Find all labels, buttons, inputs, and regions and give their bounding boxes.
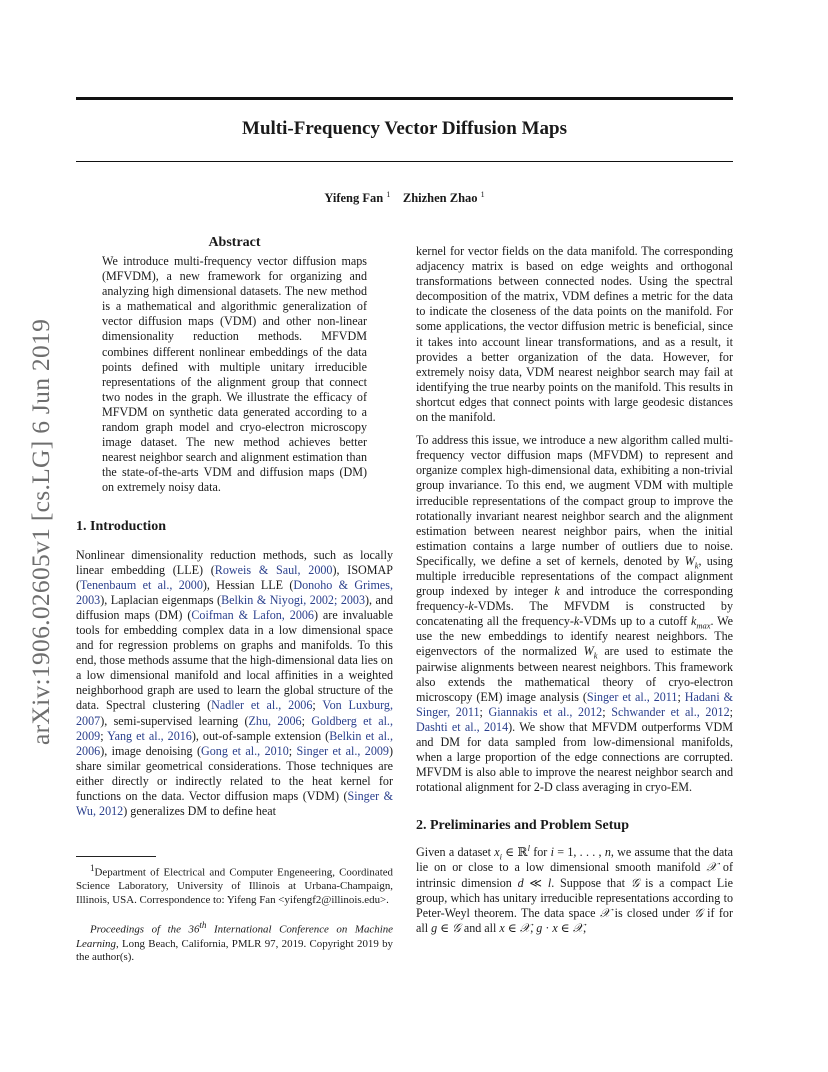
citation-link[interactable]: Roweis & Saul, 2000 bbox=[214, 562, 333, 577]
abstract-text: We introduce multi-frequency vector diffusion maps (MFVDM), a new framework for organizing and analyzing high dimensional datasets. The new method is a mathematical and algorithmic generalization of vector diffusion maps (VDM) and other non-linear dimensionality reduction methods. MFVDM combines different nonlinear embeddings of the data points defined with multiple unitary irreducible representations of the alignment group that connect two nodes in the graph. We illustrate the efficacy of MFVDM on synthetic data generated according to a random graph model and cryo-electron microscopy image dataset. The new method achieves better nearest neighbor search and alignment estimation than the state-of-the-arts VDM and diffusion maps (DM) on extremely noisy data. bbox=[102, 254, 367, 495]
math-symbol: 𝒳 bbox=[599, 905, 611, 920]
text-run: and introduce the corresponding frequency- bbox=[416, 584, 734, 614]
citation-link[interactable]: Yang et al., 2016 bbox=[107, 728, 192, 743]
text-run: ), Hessian LLE ( bbox=[202, 577, 294, 592]
text-run: Nonlinear dimensionality reduction methods, such as locally linear embedding (LLE) ( bbox=[76, 547, 393, 577]
text-run: ; bbox=[729, 704, 733, 719]
text-run: = 1, . . . , bbox=[553, 845, 605, 860]
text-run: -VDMs. The MFVDM is constructed by concatenating all the frequency- bbox=[416, 599, 733, 629]
text-run: . We use the new embeddings to identify nearest neighbors. The eigenvectors of the normalized bbox=[416, 614, 733, 659]
citation-link[interactable]: Singer et al., 2009 bbox=[296, 743, 389, 758]
text-run: ; bbox=[288, 743, 297, 758]
text-run: Given a dataset bbox=[416, 845, 495, 860]
author-name: Yifeng Fan bbox=[324, 191, 384, 206]
footnote bbox=[76, 862, 393, 965]
text-run: , bbox=[530, 920, 537, 935]
text-run: ∈ ℝ bbox=[502, 845, 528, 860]
right-column bbox=[416, 244, 733, 936]
math-symbol: 𝒢 bbox=[452, 920, 461, 935]
proceedings-edition-suffix: th bbox=[199, 920, 207, 931]
math-symbol: k bbox=[573, 614, 580, 629]
author-name: Zhizhen Zhao bbox=[402, 191, 478, 206]
text-run: ∈ bbox=[557, 920, 573, 935]
introduction-paragraph bbox=[76, 548, 393, 820]
affiliation-text: Department of Electrical and Computer Engeneering, Coordinated Science Laboratory, University of Illinois at Urbana-Champaign, Illinois, USA. Correspondence to: Yifeng Fan <yifengf2@illinois.edu>. bbox=[76, 866, 393, 906]
preliminaries-paragraph bbox=[416, 845, 733, 936]
citation-link[interactable]: Von Luxburg, 2007 bbox=[76, 698, 394, 728]
text-run: ). We show that MFVDM outperforms VDM and DM for data sampled from low-dimensional manifolds, when a large proportion of the edge connections are corrupted. MFVDM is also able to improve the nearest neighbor search and rotational alignment for 2-D class averaging in cryo-EM. bbox=[416, 719, 733, 795]
text-run: of intrinsic dimension bbox=[416, 860, 733, 890]
text-run: ; bbox=[301, 713, 312, 728]
text-run: ; bbox=[312, 698, 323, 713]
math-symbol: W bbox=[583, 644, 594, 659]
math-subscript: k bbox=[694, 560, 699, 571]
text-run: · bbox=[542, 920, 553, 935]
math-symbol: d bbox=[517, 875, 524, 890]
text-run: is closed under bbox=[610, 905, 695, 920]
math-symbol: 𝒳 bbox=[706, 860, 717, 875]
proceedings-note bbox=[76, 919, 393, 964]
text-run: ; bbox=[677, 689, 685, 704]
math-symbol: 𝒢 bbox=[694, 905, 703, 920]
citation-link[interactable]: Singer & Wu, 2012 bbox=[76, 789, 393, 819]
citation-link[interactable]: Tenenbaum et al., 2000 bbox=[80, 577, 203, 592]
conference-name: International Conference on Machine Learning bbox=[76, 924, 393, 950]
text-run: ), semi-supervised learning ( bbox=[100, 713, 249, 728]
author-list bbox=[76, 190, 733, 206]
footnote-rule bbox=[76, 856, 156, 857]
text-run: ) generalizes DM to define heat bbox=[123, 804, 277, 819]
abstract-heading: Abstract bbox=[208, 235, 261, 250]
text-run: are used to estimate the pairwise alignments between nearest neighbors. This framework also extends the mathematical theory of cryo-electron microscopy (EM) image analysis ( bbox=[416, 644, 733, 704]
math-symbol: 𝒳 bbox=[572, 920, 584, 935]
text-run: ≪ bbox=[523, 875, 548, 890]
math-symbol: x bbox=[552, 920, 558, 935]
text-run: ) share similar geometrical considerations. Those techniques are either directly or indirectly related to the heat kernel for functions on the data. Vector diffusion maps (VDM) ( bbox=[76, 743, 393, 803]
text-run: ) are invaluable tools for embedding complex data in a low dimensional space and for regression problems on graphs and manifolds. To this end, those methods assume that the high-dimensional data lies on a low dimensional manifold and local affinities in a weighted neighborhood graph are used to learn the global structure of the data. Spectral clustering ( bbox=[76, 607, 393, 713]
citation-link[interactable]: Giannakis et al., 2012 bbox=[488, 704, 603, 719]
text-run: . Suppose that bbox=[551, 875, 631, 890]
text-run: ; bbox=[100, 728, 108, 743]
citation-link[interactable]: Goldberg et al., 2009 bbox=[76, 713, 393, 743]
text-run: , bbox=[583, 920, 587, 935]
citation-link[interactable]: Gong et al., 2010 bbox=[201, 743, 289, 758]
citation-link[interactable]: Nadler et al., 2006 bbox=[211, 698, 313, 713]
text-run: ), Laplacian eigenmaps ( bbox=[100, 592, 222, 607]
math-symbol: 𝒢 bbox=[630, 875, 640, 890]
title-bottom-rule bbox=[76, 161, 733, 162]
text-run: ), and diffusion maps (DM) ( bbox=[76, 592, 393, 622]
text-run: ), image denoising ( bbox=[100, 743, 202, 758]
citation-link[interactable]: Dashti et al., 2014 bbox=[416, 719, 509, 734]
math-subscript: k bbox=[593, 650, 598, 661]
text-run: ; bbox=[602, 704, 612, 719]
paper-title: Multi-Frequency Vector Diffusion Maps bbox=[242, 118, 567, 139]
math-symbol: g bbox=[431, 920, 438, 935]
arxiv-identifier: arXiv:1906.02605v1 [cs.LG] 6 Jun 2019 bbox=[26, 318, 55, 745]
math-symbol: i bbox=[550, 845, 554, 860]
text-run: ), ISOMAP ( bbox=[76, 562, 393, 592]
text-run: for bbox=[529, 845, 551, 860]
citation-link[interactable]: Singer et al., 2011 bbox=[586, 689, 678, 704]
citation-link[interactable]: Belkin & Niyogi, 2002; 2003 bbox=[221, 592, 365, 607]
citation-link[interactable]: Coifman & Lafon, 2006 bbox=[191, 607, 314, 622]
text-run: To address this issue, we introduce a new algorithm called multi-frequency vector diffusion maps (MFVDM) to represent and organize complex high-dimensional data, exhibiting a non-trivial group invariance. To this end, we augment VDM with multiple irreducible representations of the compact group to improve the rotationally invariant nearest neighbor search and the alignment estimation between nearest neighbor pairs, when the initial estimation contains a large number of outliers due to noise. Specifically, we define a set of kernels, denoted by bbox=[416, 433, 733, 568]
text-run: , we assume that the data lie on or close to a low dimensional smooth manifold bbox=[416, 845, 733, 875]
math-symbol: k bbox=[690, 614, 697, 629]
math-symbol: l bbox=[547, 875, 552, 890]
citation-link[interactable]: Belkin et al., 2006 bbox=[76, 728, 393, 758]
proceedings-edition: 36 bbox=[188, 924, 200, 937]
citation-link[interactable]: Schwander et al., 2012 bbox=[611, 704, 730, 719]
math-symbol: x bbox=[494, 845, 500, 860]
math-subscript: max bbox=[696, 620, 711, 631]
citation-link[interactable]: Zhu, 2006 bbox=[248, 713, 302, 728]
author-affiliation-mark: 1 bbox=[480, 190, 485, 199]
introduction-heading: 1. Introduction bbox=[76, 518, 166, 534]
footnote-mark: 1 bbox=[90, 863, 95, 873]
text-run: ∈ bbox=[437, 920, 453, 935]
text-run: ∈ bbox=[504, 920, 520, 935]
math-symbol: W bbox=[684, 553, 695, 568]
math-subscript: i bbox=[499, 851, 503, 862]
text-run: , using multiple irreducible representations of the compact alignment group indexed by integer bbox=[416, 553, 733, 599]
math-symbol: n bbox=[604, 845, 611, 860]
math-symbol: 𝒳 bbox=[519, 920, 531, 935]
math-symbol: g bbox=[536, 920, 543, 935]
proceedings-details: , Long Beach, California, PMLR 97, 2019. Copyright 2019 by the author(s). bbox=[76, 937, 393, 964]
math-symbol: x bbox=[499, 920, 505, 935]
left-column bbox=[76, 234, 393, 819]
text-run: ; bbox=[479, 704, 489, 719]
preliminaries-heading: 2. Preliminaries and Problem Setup bbox=[416, 818, 629, 834]
citation-link[interactable]: Donoho & Grimes, 2003 bbox=[76, 577, 393, 607]
proceedings-label: Proceedings of the bbox=[90, 924, 189, 937]
math-superscript: l bbox=[527, 843, 530, 854]
text-run: -VDMs up to a cutoff bbox=[579, 614, 691, 629]
body-paragraph: kernel for vector fields on the data manifold. The corresponding adjacency matrix is based on edge weights and orthogonal transformations between connected nodes. Using the spectral decomposition of the matrix, VDM defines a metric for the data to indicate the closeness of the data points on the manifold. For some applications, the vector diffusion metric is beneficial, since it takes into account linear transformations, and as a result, it provides a better organization of the data. However, for extremely noisy data, VDM nearest neighbor search may fail at identifying the true nearby points on the manifold. This results in shortcut edges that connect points with large geodesic distances on the manifold. bbox=[416, 244, 733, 425]
math-symbol: k bbox=[554, 584, 560, 599]
text-run: and all bbox=[460, 920, 500, 935]
text-run: ), out-of-sample extension ( bbox=[191, 728, 330, 743]
author-affiliation-mark: 1 bbox=[386, 190, 391, 199]
body-paragraph bbox=[416, 433, 733, 795]
text-run: if for all bbox=[416, 905, 734, 935]
citation-link[interactable]: Hadani & Singer, 2011 bbox=[416, 689, 734, 719]
affiliation-footnote bbox=[76, 862, 393, 907]
math-symbol: k bbox=[468, 599, 474, 614]
top-rule bbox=[76, 97, 733, 100]
text-run: is a compact Lie group, which has unitary irreducible representations according to Peter-Weyl theorem. The data space bbox=[416, 875, 734, 920]
